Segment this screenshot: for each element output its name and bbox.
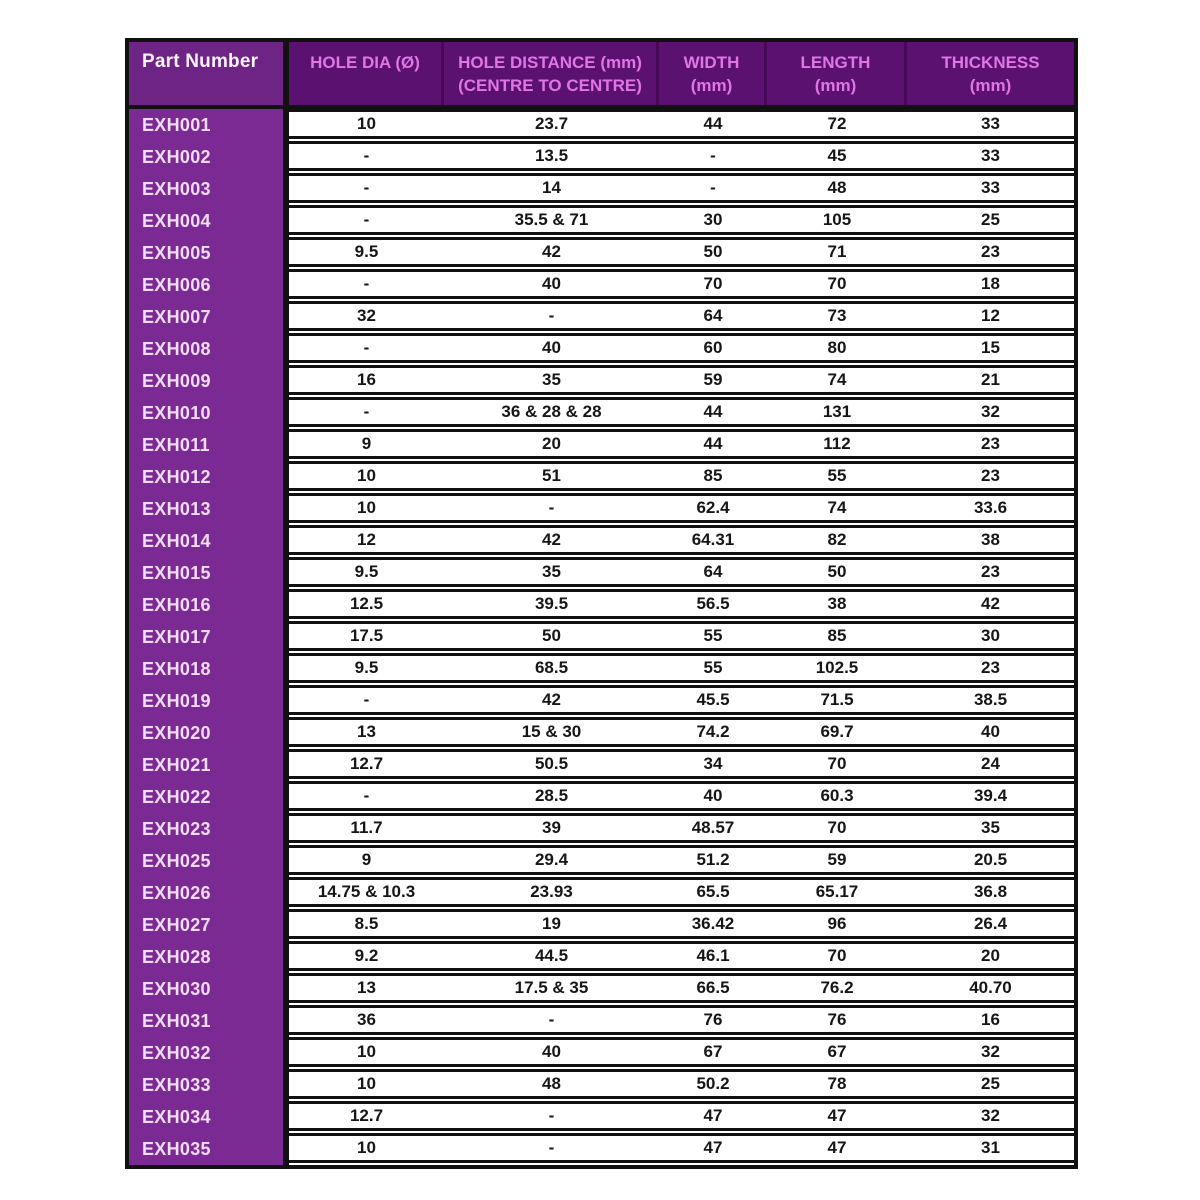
header-col-1 — [444, 42, 659, 105]
cell-hole-distance: 68.5 — [534, 658, 569, 677]
part-number-label: EXH006 — [142, 275, 211, 295]
cell-hole-dia: 10 — [357, 466, 376, 485]
cell-hole-dia: 12 — [357, 530, 376, 549]
cell-hole-distance: 40 — [542, 1042, 561, 1061]
cell-length: 74 — [827, 370, 847, 389]
cell-length: 112 — [823, 434, 851, 453]
cell-length: 47 — [827, 1138, 847, 1157]
cell-hole-dia: 9 — [361, 850, 372, 869]
cell-hole-distance: 20 — [542, 434, 561, 453]
table-body — [129, 109, 1074, 1165]
cell-thickness: 23 — [981, 434, 1000, 453]
header-col-line1: HOLE DIA (Ø) — [310, 53, 420, 72]
cell-length: 96 — [827, 914, 847, 933]
part-number-label: EXH003 — [142, 179, 211, 199]
cell-thickness: 42 — [981, 594, 1000, 613]
cell-length: 105 — [822, 210, 852, 229]
table-row — [289, 429, 1074, 459]
part-number-label: EXH028 — [142, 947, 211, 967]
cell-length: 59 — [827, 850, 847, 869]
table-row — [289, 557, 1074, 587]
cell-length: 60.3 — [820, 786, 854, 805]
cell-hole-distance: 35.5 & 71 — [514, 210, 589, 229]
table-row — [289, 333, 1074, 363]
part-number-label: EXH001 — [142, 115, 211, 135]
cell-hole-distance: - — [548, 1106, 555, 1125]
cell-width: 46.1 — [696, 946, 730, 965]
part-number-label: EXH018 — [142, 659, 211, 679]
cell-hole-distance: 39 — [542, 818, 561, 837]
part-number-label: EXH016 — [142, 595, 211, 615]
cell-length: 70 — [827, 818, 847, 837]
cell-hole-distance: - — [548, 1010, 555, 1029]
cell-width: 56.5 — [696, 594, 730, 613]
cell-hole-dia: 10 — [357, 1138, 376, 1157]
cell-width: 67 — [703, 1042, 723, 1061]
cell-hole-distance: 35 — [542, 370, 561, 389]
cell-width: 34 — [703, 754, 723, 773]
cell-width: 47 — [703, 1138, 723, 1157]
table-row — [289, 589, 1074, 619]
cell-length: 67 — [827, 1042, 847, 1061]
cell-width: 45.5 — [696, 690, 730, 709]
part-number-label: EXH021 — [142, 755, 211, 775]
cell-length: 74 — [827, 498, 847, 517]
cell-hole-dia: 10 — [357, 114, 376, 133]
table-row — [289, 845, 1074, 875]
cell-hole-dia: - — [363, 146, 370, 165]
cell-hole-dia: 9.2 — [354, 946, 379, 965]
cell-thickness: 33 — [981, 114, 1000, 133]
table-row — [289, 941, 1074, 971]
table-row — [289, 461, 1074, 491]
cell-hole-dia: 14.75 & 10.3 — [317, 882, 416, 901]
part-number-label: EXH025 — [142, 851, 211, 871]
cell-hole-dia: 12.7 — [349, 754, 384, 773]
part-number-label: EXH032 — [142, 1043, 211, 1063]
part-number-label: EXH007 — [142, 307, 211, 327]
header-col-line2: (mm) — [969, 76, 1012, 95]
header-col-line2: (CENTRE TO CENTRE) — [458, 76, 642, 95]
cell-thickness: 30 — [981, 626, 1000, 645]
header-col-line1: LENGTH — [800, 53, 871, 72]
cell-length: 80 — [827, 338, 847, 357]
header-col-line2: (mm) — [690, 76, 733, 95]
cell-width: 55 — [703, 658, 723, 677]
cell-length: 71.5 — [820, 690, 854, 709]
cell-hole-dia: 11.7 — [350, 818, 383, 837]
cell-thickness: 23 — [981, 242, 1000, 261]
cell-hole-distance: 19 — [542, 914, 561, 933]
cell-length: 50 — [827, 562, 847, 581]
cell-width: 85 — [703, 466, 723, 485]
cell-length: 71 — [827, 242, 847, 261]
table-row — [289, 717, 1074, 747]
cell-width: 74.2 — [696, 722, 730, 741]
cell-thickness: 32 — [981, 402, 1000, 421]
cell-length: 65.17 — [815, 882, 859, 901]
cell-hole-dia: 10 — [357, 1074, 376, 1093]
cell-hole-dia: 13 — [357, 978, 376, 997]
cell-thickness: 20 — [981, 946, 1000, 965]
cell-thickness: 21 — [981, 370, 1000, 389]
part-number-label: EXH013 — [142, 499, 211, 519]
cell-thickness: 15 — [981, 338, 1000, 357]
cell-length: 73 — [827, 306, 847, 325]
table-row — [289, 781, 1074, 811]
table-row — [289, 301, 1074, 331]
cell-hole-dia: 9.5 — [354, 562, 379, 581]
table-row — [289, 493, 1074, 523]
header-col-line1: HOLE DISTANCE (mm) — [458, 53, 642, 72]
part-number-label: EXH015 — [142, 563, 211, 583]
cell-hole-distance: 40 — [542, 338, 561, 357]
table-header-row — [129, 42, 1074, 109]
cell-hole-distance: 51 — [542, 466, 561, 485]
table-row — [289, 621, 1074, 651]
header-col-line1: THICKNESS — [941, 53, 1040, 72]
cell-length: 38 — [827, 594, 847, 613]
cell-width: 59 — [703, 370, 723, 389]
cell-length: 70 — [827, 754, 847, 773]
cell-thickness: 32 — [981, 1106, 1000, 1125]
cell-length: 76.2 — [820, 978, 854, 997]
header-part-number: Part Number — [129, 42, 283, 105]
cell-width: 51.2 — [696, 850, 730, 869]
cell-width: - — [710, 146, 716, 165]
table-row — [289, 653, 1074, 683]
table-row — [289, 397, 1074, 427]
part-number-label: EXH023 — [142, 819, 211, 839]
table-row — [289, 909, 1074, 939]
cell-hole-dia: - — [363, 210, 370, 229]
cell-width: 44 — [703, 402, 723, 421]
cell-hole-dia: 13 — [357, 722, 376, 741]
cell-hole-distance: 42 — [542, 530, 561, 549]
part-number-label: EXH022 — [142, 787, 211, 807]
cell-thickness: 35 — [981, 818, 1000, 837]
part-number-label: EXH009 — [142, 371, 211, 391]
cell-hole-dia: 8.5 — [354, 914, 379, 933]
cell-width: 60 — [703, 338, 723, 357]
cell-hole-distance: 28.5 — [534, 786, 569, 805]
cell-thickness: 18 — [981, 274, 1000, 293]
cell-length: 72 — [827, 114, 847, 133]
table-row — [289, 109, 1074, 139]
table-row — [289, 525, 1074, 555]
cell-hole-distance: - — [548, 498, 555, 517]
cell-thickness: 40.70 — [969, 978, 1012, 997]
header-col-line1: WIDTH — [683, 53, 740, 72]
cell-hole-distance: 17.5 & 35 — [514, 978, 589, 997]
header-col-0 — [289, 42, 444, 105]
cell-width: 62.4 — [696, 498, 730, 517]
cell-thickness: 23 — [981, 658, 1000, 677]
table-row — [289, 205, 1074, 235]
cell-thickness: 36.8 — [973, 882, 1008, 901]
part-number-label: EXH030 — [142, 979, 211, 999]
part-number-label: EXH017 — [142, 627, 211, 647]
part-number-label: EXH034 — [142, 1107, 211, 1127]
cell-length: 82 — [827, 530, 847, 549]
table-row — [289, 685, 1074, 715]
table-row — [289, 973, 1074, 1003]
cell-width: 47 — [703, 1106, 723, 1125]
cell-width: 50 — [703, 242, 723, 261]
part-number-label: EXH008 — [142, 339, 211, 359]
cell-width: 40 — [703, 786, 723, 805]
cell-hole-dia: 9.5 — [354, 242, 379, 261]
table-row — [289, 1101, 1074, 1131]
cell-width: 50.2 — [696, 1074, 730, 1093]
cell-width: 36.42 — [691, 914, 735, 933]
cell-length: 102.5 — [815, 658, 859, 677]
table-row — [289, 813, 1074, 843]
cell-length: 70 — [827, 946, 847, 965]
part-number-label: EXH010 — [142, 403, 211, 423]
cell-width: 65.5 — [696, 882, 730, 901]
part-number-label: EXH027 — [142, 915, 211, 935]
table-row — [289, 1005, 1074, 1035]
cell-thickness: 32 — [981, 1042, 1000, 1061]
cell-thickness: 33.6 — [973, 498, 1008, 517]
cell-hole-dia: 16 — [357, 370, 376, 389]
cell-hole-dia: - — [363, 338, 370, 357]
cell-hole-dia: - — [363, 402, 370, 421]
cell-thickness: 33 — [981, 178, 1000, 197]
cell-length: 69.7 — [820, 722, 854, 741]
cell-hole-distance: 42 — [542, 690, 561, 709]
cell-width: - — [710, 178, 716, 197]
table-row — [289, 1069, 1074, 1099]
cell-thickness: 12 — [981, 306, 1000, 325]
part-number-label: EXH005 — [142, 243, 211, 263]
cell-thickness: 16 — [981, 1010, 1000, 1029]
cell-width: 48.57 — [691, 818, 735, 837]
cell-thickness: 31 — [981, 1138, 1000, 1157]
table-row — [289, 365, 1074, 395]
table-row — [289, 1037, 1074, 1067]
cell-hole-distance: 14 — [542, 178, 561, 197]
cell-thickness: 23 — [981, 466, 1000, 485]
cell-hole-distance: 15 & 30 — [521, 722, 582, 741]
cell-thickness: 24 — [981, 754, 1000, 773]
cell-length: 131 — [822, 402, 852, 421]
cell-thickness: 33 — [981, 146, 1000, 165]
cell-hole-dia: 10 — [357, 1042, 376, 1061]
cell-hole-distance: - — [548, 306, 555, 325]
table-row — [289, 141, 1074, 171]
cell-hole-distance: 23.7 — [534, 114, 569, 133]
cell-hole-distance: - — [548, 1138, 555, 1157]
header-cells — [289, 42, 1074, 105]
cell-length: 47 — [827, 1106, 847, 1125]
part-number-label: EXH026 — [142, 883, 211, 903]
cell-hole-dia: 17.5 — [349, 626, 384, 645]
cell-thickness: 38.5 — [973, 690, 1008, 709]
cell-hole-distance: 44.5 — [534, 946, 569, 965]
cell-hole-distance: 35 — [542, 562, 561, 581]
cell-width: 44 — [703, 434, 723, 453]
cell-hole-dia: 32 — [357, 306, 376, 325]
cell-width: 55 — [703, 626, 723, 645]
cell-thickness: 23 — [981, 562, 1000, 581]
cell-hole-dia: 36 — [357, 1010, 376, 1029]
cell-thickness: 39.4 — [973, 786, 1008, 805]
part-number-label: EXH002 — [142, 147, 211, 167]
cell-width: 44 — [703, 114, 723, 133]
header-col-4 — [907, 42, 1074, 105]
cell-length: 70 — [827, 274, 847, 293]
cell-length: 55 — [827, 466, 847, 485]
cell-thickness: 20.5 — [973, 850, 1008, 869]
cell-hole-distance: 50.5 — [534, 754, 569, 773]
cell-hole-dia: - — [363, 274, 370, 293]
cell-thickness: 25 — [981, 1074, 1000, 1093]
parts-spec-table — [125, 38, 1078, 1169]
part-number-label: EXH004 — [142, 211, 211, 231]
cell-hole-distance: 39.5 — [534, 594, 569, 613]
cell-hole-distance: 23.93 — [530, 882, 573, 901]
cell-hole-dia: 9.5 — [354, 658, 379, 677]
cell-length: 45 — [827, 146, 847, 165]
part-number-label: EXH033 — [142, 1075, 211, 1095]
part-number-label: EXH035 — [142, 1139, 211, 1159]
cell-length: 76 — [827, 1010, 847, 1029]
cell-hole-dia: - — [363, 690, 370, 709]
cell-length: 85 — [827, 626, 847, 645]
cell-thickness: 38 — [981, 530, 1000, 549]
cell-hole-distance: 13.5 — [534, 146, 569, 165]
cell-thickness: 26.4 — [973, 914, 1008, 933]
part-number-label: EXH011 — [142, 435, 210, 455]
cell-length: 78 — [827, 1074, 847, 1093]
cell-hole-dia: 12.7 — [349, 1106, 384, 1125]
header-col-2 — [659, 42, 767, 105]
cell-hole-dia: - — [363, 178, 370, 197]
cell-hole-distance: 42 — [542, 242, 561, 261]
part-number-label: EXH012 — [142, 467, 211, 487]
part-number-label: EXH019 — [142, 691, 211, 711]
cell-hole-dia: 12.5 — [349, 594, 384, 613]
part-number-label: EXH031 — [142, 1011, 211, 1031]
cell-hole-dia: 10 — [357, 498, 376, 517]
cell-hole-distance: 29.4 — [534, 850, 569, 869]
cell-width: 64.31 — [691, 530, 735, 549]
cell-hole-distance: 36 & 28 & 28 — [501, 402, 602, 421]
table-row — [289, 269, 1074, 299]
table-row — [289, 749, 1074, 779]
cell-hole-dia: 9 — [361, 434, 372, 453]
header-col-line2: (mm) — [814, 76, 857, 95]
cell-length: 48 — [827, 178, 847, 197]
cell-hole-dia: - — [363, 786, 370, 805]
cell-thickness: 25 — [981, 210, 1000, 229]
cell-width: 76 — [703, 1010, 723, 1029]
cell-width: 30 — [703, 210, 723, 229]
part-number-label: EXH014 — [142, 531, 211, 551]
cell-thickness: 40 — [981, 722, 1000, 741]
table-row — [289, 877, 1074, 907]
cell-width: 64 — [703, 562, 723, 581]
cell-width: 64 — [703, 306, 723, 325]
cell-width: 66.5 — [696, 978, 730, 997]
table-row — [289, 1133, 1074, 1163]
table-row — [289, 173, 1074, 203]
cell-width: 70 — [703, 274, 723, 293]
cell-hole-distance: 50 — [542, 626, 561, 645]
cell-hole-distance: 40 — [542, 274, 561, 293]
part-number-label: EXH020 — [142, 723, 211, 743]
header-col-3 — [767, 42, 907, 105]
cell-hole-distance: 48 — [542, 1074, 561, 1093]
table-row — [289, 237, 1074, 267]
